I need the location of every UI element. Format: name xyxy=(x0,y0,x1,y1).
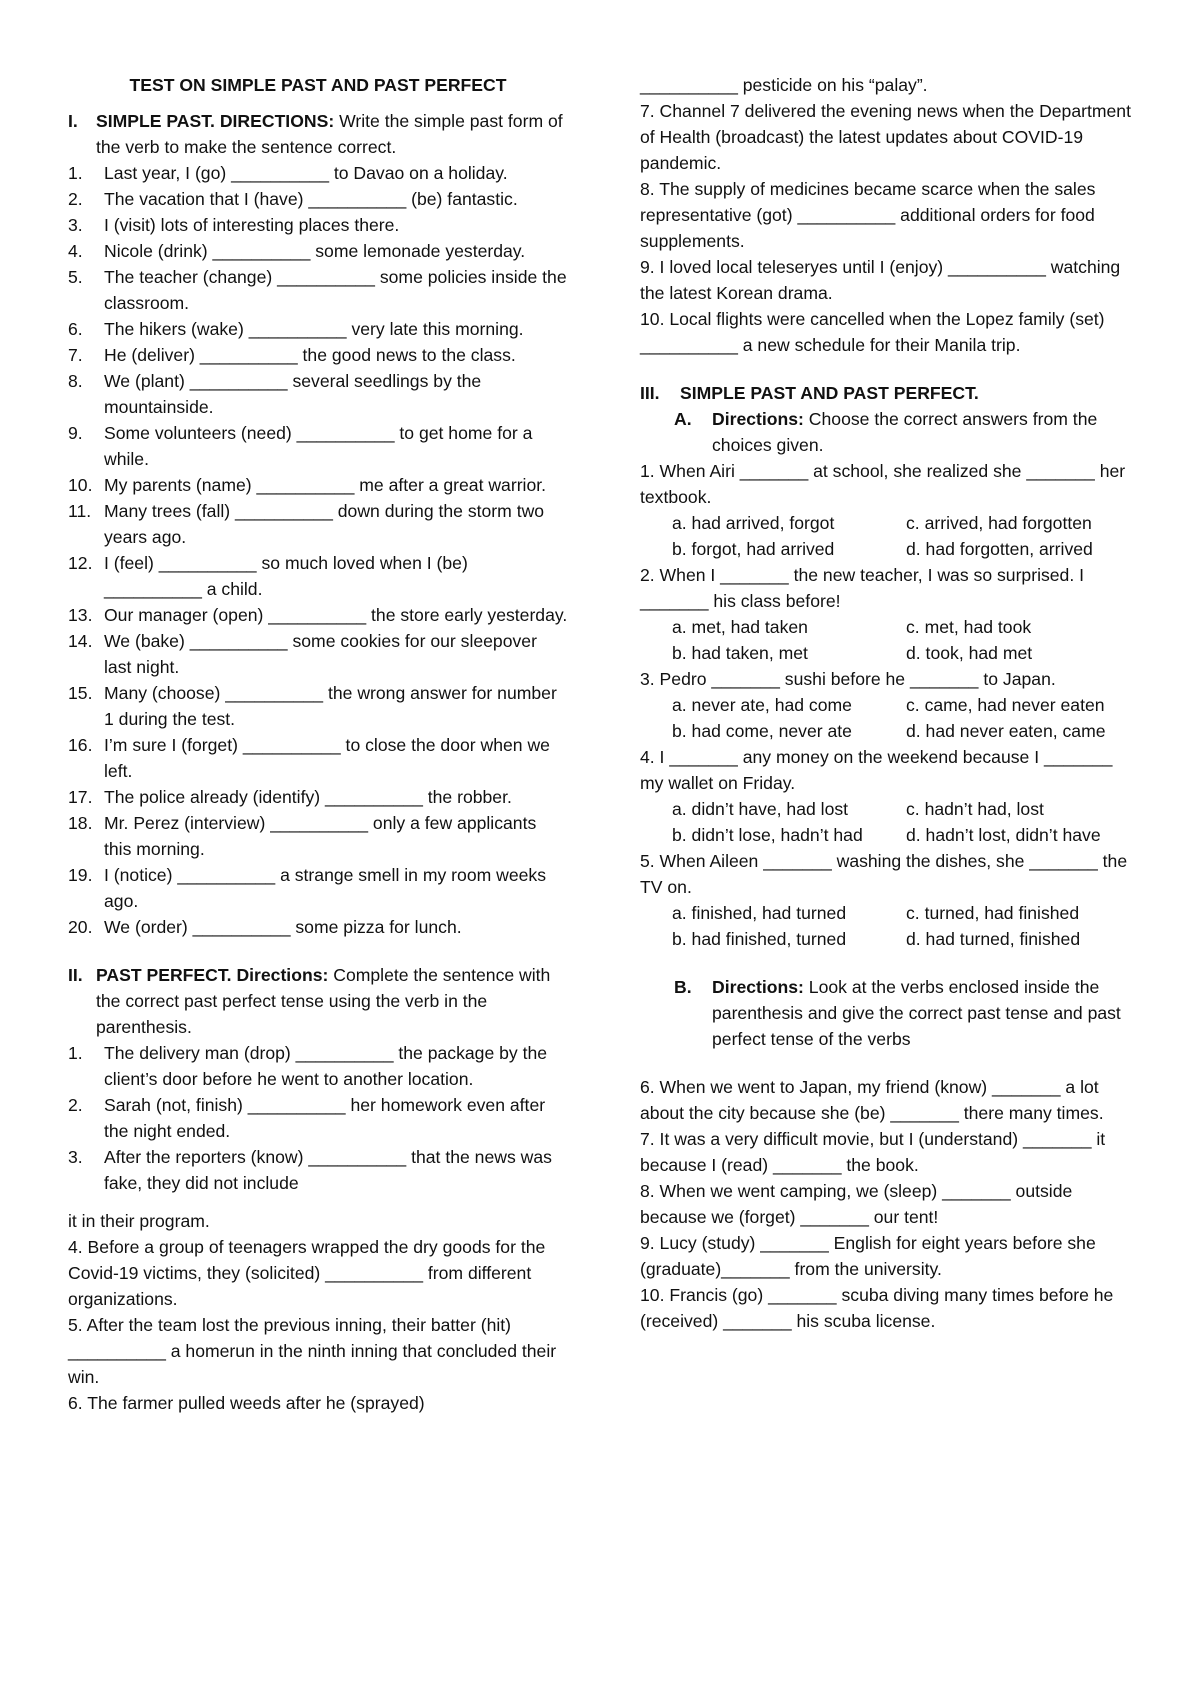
choice-option: b. didn’t lose, hadn’t had xyxy=(672,825,863,845)
question-text: 2. When I _______ the new teacher, I was so surprised. I _______ his class before! xyxy=(640,565,1085,611)
item-text: Nicole (drink) __________ some lemonade yesterday. xyxy=(104,241,526,261)
part-text: Look at the verbs enclosed inside the parenthesis and give the correct past tense and past perfect tense of the verbs xyxy=(712,977,1121,1049)
item-number: 9. xyxy=(68,423,83,443)
choice-option: d. had turned, finished xyxy=(906,929,1081,949)
item-number: 4. xyxy=(68,241,83,261)
question-text: 3. Pedro _______ sushi before he _______ to Japan. xyxy=(640,669,1056,689)
item-text: Many (choose) __________ the wrong answer for number 1 during the test. xyxy=(104,683,557,729)
choice-option: c. turned, had finished xyxy=(906,903,1080,923)
choice-option: d. had forgotten, arrived xyxy=(906,539,1093,559)
page-title: TEST ON SIMPLE PAST AND PAST PERFECT xyxy=(129,75,507,95)
list-item xyxy=(68,342,568,368)
item-text: Our manager (open) __________ the store early yesterday. xyxy=(104,605,568,625)
part-a-directions xyxy=(640,406,1140,458)
choice-option: a. finished, had turned xyxy=(672,903,847,923)
choice-option: d. hadn’t lost, didn’t have xyxy=(906,825,1101,845)
list-item xyxy=(68,862,568,914)
list-item: 10. Local flights were cancelled when the Lopez family (set) __________ a new schedule for their Manila trip. xyxy=(640,309,1105,355)
section-3-list-b xyxy=(640,1074,1140,1334)
list-item: 8. When we went camping, we (sleep) _______ outside because we (forget) _______ our tent! xyxy=(640,1181,1073,1227)
item-number: 14. xyxy=(68,631,93,651)
item-text: I (visit) lots of interesting places there. xyxy=(104,215,400,235)
right-column xyxy=(640,72,1140,1334)
list-item xyxy=(68,550,568,602)
section-1-header xyxy=(68,108,568,160)
list-item xyxy=(68,420,568,472)
item-number: 10. xyxy=(68,475,93,495)
choice-option: b. forgot, had arrived xyxy=(672,539,835,559)
item-text: My parents (name) __________ me after a great warrior. xyxy=(104,475,547,495)
list-item xyxy=(68,238,568,264)
item-number: 5. xyxy=(68,267,83,287)
item-text: I (notice) __________ a strange smell in my room weeks ago. xyxy=(104,865,547,911)
list-item xyxy=(68,1144,568,1196)
list-item: 9. Lucy (study) _______ English for eight years before she (graduate)_______ from the university. xyxy=(640,1233,1096,1279)
choice-option: b. had finished, turned xyxy=(672,929,847,949)
list-item xyxy=(68,316,568,342)
item-text: Last year, I (go) __________ to Davao on a holiday. xyxy=(104,163,508,183)
choice-row xyxy=(640,926,1140,952)
item-text: I (feel) __________ so much loved when I (be) __________ a child. xyxy=(104,553,468,599)
section-directions: Write the simple past form of the verb to make the sentence correct. xyxy=(96,111,563,157)
list-item xyxy=(68,264,568,316)
list-item xyxy=(68,186,568,212)
item-text: The vacation that I (have) __________ (be) fantastic. xyxy=(104,189,518,209)
item-number: 3. xyxy=(68,215,83,235)
item-number: 13. xyxy=(68,605,93,625)
choice-row xyxy=(640,796,1140,822)
list-item xyxy=(68,498,568,550)
choice-option: b. had taken, met xyxy=(672,643,808,663)
item-text: The hikers (wake) __________ very late this morning. xyxy=(104,319,524,339)
item-text: Sarah (not, finish) __________ her homework even after the night ended. xyxy=(104,1095,546,1141)
left-column xyxy=(68,72,568,1416)
choice-row xyxy=(640,614,1140,640)
choice-option: c. hadn’t had, lost xyxy=(906,799,1044,819)
section-directions: Complete the sentence with the correct past perfect tense using the verb in the parenthesis. xyxy=(96,965,551,1037)
list-item xyxy=(68,212,568,238)
section-number: II. xyxy=(68,965,83,985)
choice-option: a. didn’t have, had lost xyxy=(672,799,849,819)
choice-option: c. arrived, had forgotten xyxy=(906,513,1092,533)
choice-row xyxy=(640,510,1140,536)
item-number: 18. xyxy=(68,813,93,833)
choice-option: a. never ate, had come xyxy=(672,695,852,715)
item-number: 12. xyxy=(68,553,93,573)
list-item: 7. Channel 7 delivered the evening news when the Department of Health (broadcast) the latest updates about COVID-19 pandemic. xyxy=(640,101,1131,173)
continuation-text: it in their program. xyxy=(68,1211,210,1231)
item-number: 19. xyxy=(68,865,93,885)
choice-row xyxy=(640,640,1140,666)
item-number: 2. xyxy=(68,189,83,209)
item-number: 17. xyxy=(68,787,93,807)
item-number: 7. xyxy=(68,345,83,365)
choice-row xyxy=(640,692,1140,718)
list-item: __________ pesticide on his “palay”. xyxy=(640,75,928,95)
item-text: The police already (identify) __________ the robber. xyxy=(104,787,512,807)
section-1-list xyxy=(68,160,568,940)
section-2-list-b xyxy=(68,1234,568,1416)
choice-option: c. met, had took xyxy=(906,617,1032,637)
section-3-questions xyxy=(640,458,1140,952)
item-text: Some volunteers (need) __________ to get home for a while. xyxy=(104,423,533,469)
part-b-directions xyxy=(640,974,1140,1052)
part-letter: B. xyxy=(674,977,692,997)
item-text: We (plant) __________ several seedlings by the mountainside. xyxy=(104,371,482,417)
section-number: III. xyxy=(640,383,660,403)
choice-option: b. had come, never ate xyxy=(672,721,852,741)
list-item xyxy=(68,472,568,498)
item-number: 16. xyxy=(68,735,93,755)
section-2-list-c xyxy=(640,72,1140,358)
list-item: 6. When we went to Japan, my friend (know) _______ a lot about the city because she (be) _______ there many times. xyxy=(640,1077,1104,1123)
list-item: 5. After the team lost the previous inning, their batter (hit) __________ a homerun in the ninth inning that concluded their win. xyxy=(68,1315,557,1387)
list-item: 6. The farmer pulled weeds after he (sprayed) xyxy=(68,1393,425,1413)
item-text: The teacher (change) __________ some policies inside the classroom. xyxy=(104,267,567,313)
part-label: Directions: xyxy=(712,409,804,429)
choice-option: a. met, had taken xyxy=(672,617,808,637)
part-letter: A. xyxy=(674,409,692,429)
list-item: 8. The supply of medicines became scarce when the sales representative (got) __________ additional orders for food supplements. xyxy=(640,179,1096,251)
choice-row xyxy=(640,822,1140,848)
item-text: We (order) __________ some pizza for lunch. xyxy=(104,917,462,937)
item-text: We (bake) __________ some cookies for our sleepover last night. xyxy=(104,631,537,677)
list-item xyxy=(68,160,568,186)
list-item: 4. Before a group of teenagers wrapped the dry goods for the Covid-19 victims, they (solicited) __________ from different organizations. xyxy=(68,1237,546,1309)
question-text: 4. I _______ any money on the weekend because I _______ my wallet on Friday. xyxy=(640,747,1113,793)
item-number: 8. xyxy=(68,371,83,391)
list-item xyxy=(68,628,568,680)
list-item xyxy=(68,784,568,810)
choice-option: d. took, had met xyxy=(906,643,1033,663)
item-number: 6. xyxy=(68,319,83,339)
section-label: PAST PERFECT. Directions: xyxy=(96,965,329,985)
part-label: Directions: xyxy=(712,977,804,997)
item-text: I’m sure I (forget) __________ to close the door when we left. xyxy=(104,735,550,781)
choice-row xyxy=(640,900,1140,926)
choice-row xyxy=(640,718,1140,744)
part-text: Choose the correct answers from the choices given. xyxy=(712,409,1098,455)
section-2-list xyxy=(68,1040,568,1196)
list-item xyxy=(68,732,568,784)
list-item xyxy=(68,1092,568,1144)
list-item: 10. Francis (go) _______ scuba diving many times before he (received) _______ his scuba license. xyxy=(640,1285,1114,1331)
section-label: SIMPLE PAST. DIRECTIONS: xyxy=(96,111,335,131)
item-number: 3. xyxy=(68,1147,83,1167)
list-item xyxy=(68,368,568,420)
section-label: SIMPLE PAST AND PAST PERFECT. xyxy=(680,383,979,403)
section-2-header xyxy=(68,962,568,1040)
section-3-header xyxy=(640,380,1140,406)
item-number: 20. xyxy=(68,917,93,937)
item-text: He (deliver) __________ the good news to the class. xyxy=(104,345,516,365)
item-number: 1. xyxy=(68,1043,83,1063)
item-number: 11. xyxy=(68,501,92,521)
list-item xyxy=(68,810,568,862)
list-item xyxy=(68,602,568,628)
section-number: I. xyxy=(68,111,78,131)
list-item: 9. I loved local teleseryes until I (enjoy) __________ watching the latest Korean drama. xyxy=(640,257,1121,303)
choice-option: d. had never eaten, came xyxy=(906,721,1106,741)
list-item xyxy=(68,680,568,732)
item-number: 1. xyxy=(68,163,83,183)
item-text: Mr. Perez (interview) __________ only a few applicants this morning. xyxy=(104,813,537,859)
item-number: 2. xyxy=(68,1095,83,1115)
list-item xyxy=(68,1040,568,1092)
question-text: 1. When Airi _______ at school, she realized she _______ her textbook. xyxy=(640,461,1126,507)
item-number: 15. xyxy=(68,683,93,703)
choice-option: c. came, had never eaten xyxy=(906,695,1105,715)
choice-option: a. had arrived, forgot xyxy=(672,513,835,533)
choice-row xyxy=(640,536,1140,562)
list-item: 7. It was a very difficult movie, but I (understand) _______ it because I (read) _______ the book. xyxy=(640,1129,1106,1175)
list-item xyxy=(68,914,568,940)
item-text: The delivery man (drop) __________ the package by the client’s door before he went to another location. xyxy=(104,1043,548,1089)
question-text: 5. When Aileen _______ washing the dishes, she _______ the TV on. xyxy=(640,851,1128,897)
item-text: Many trees (fall) __________ down during the storm two years ago. xyxy=(104,501,545,547)
item-text: After the reporters (know) __________ that the news was fake, they did not include xyxy=(104,1147,552,1193)
